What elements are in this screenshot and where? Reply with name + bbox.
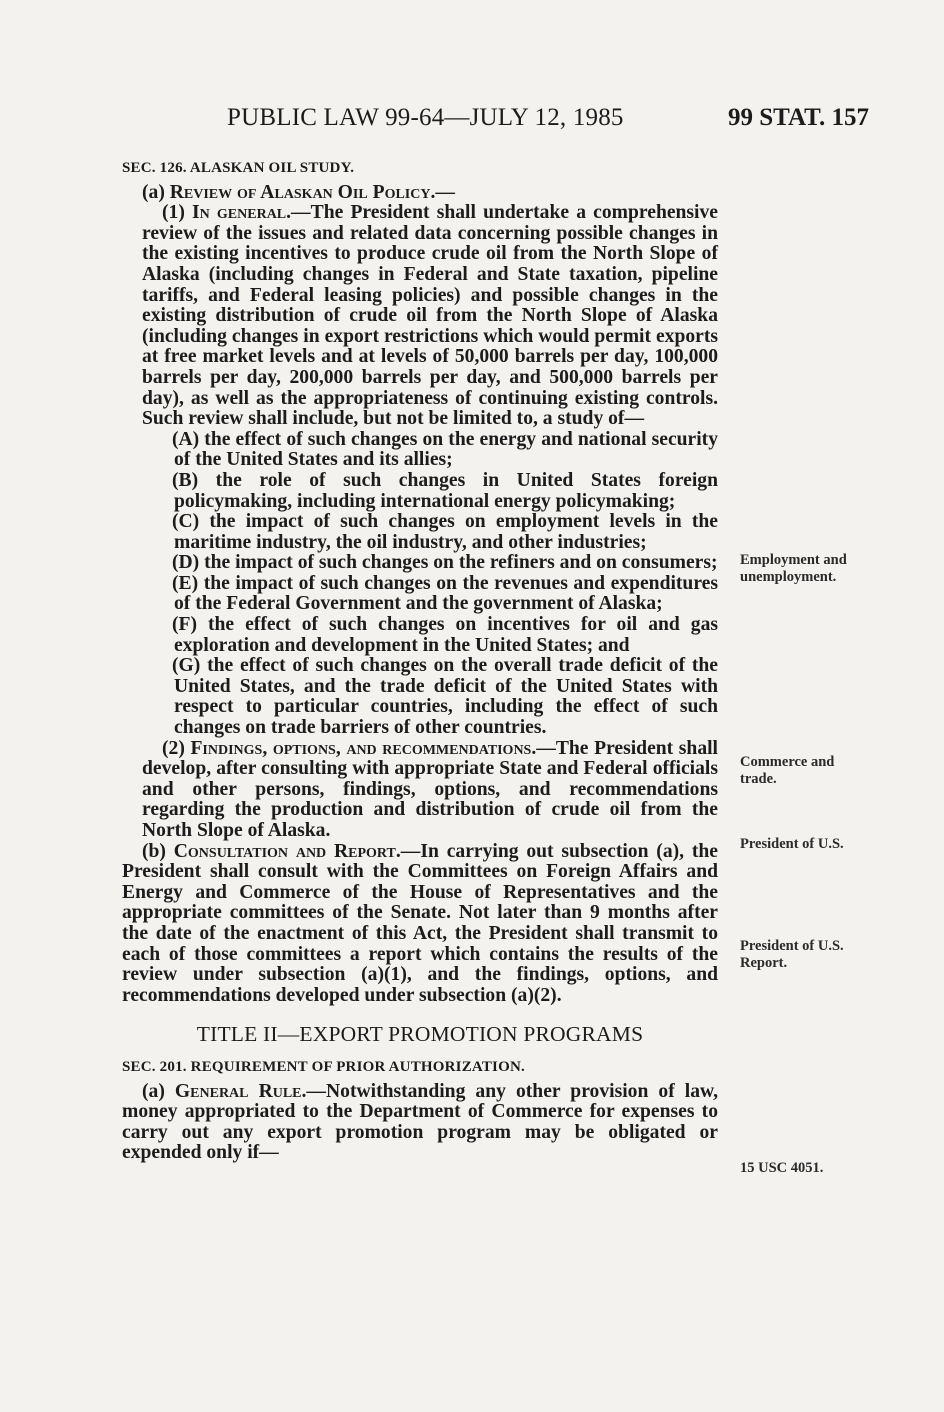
margin-note-usc: 15 USC 4051. <box>740 1160 824 1176</box>
item-E: (E) the impact of such changes on the revenues and expenditures of the Federal Government and the government of Alaska; <box>172 572 718 615</box>
margin-note-president-report: President of U.S. Report. <box>740 938 844 971</box>
margin-note-employment: Employment and unemployment. <box>740 552 847 585</box>
subsection-caption: Review of Alaskan Oil Policy. <box>169 181 436 203</box>
item-F: (F) the effect of such changes on incentives for oil and gas exploration and development in the United States; and <box>172 614 718 656</box>
caption-dash: — <box>435 181 455 203</box>
subsection-label: (a) <box>142 181 170 203</box>
paragraph-label: (2) <box>162 737 191 759</box>
paragraph-text: —The President shall undertake a comprehensive review of the issues and related data concerning possible changes in the existing incentives to produce crude oil from the North Slope of Alaska (including changes in Federal and State taxation, pipeline tariffs, and Federal leasing policies) and possible changes in the existing distribution of crude oil from the North Slope of Alaska (including changes in export restrictions which would permit exports at free market levels and at levels of 50,000 barrels per day, 100,000 barrels per day, 200,000 barrels per day, and 500,000 barrels per day), as well as the appropriateness of continuing existing controls. Such review shall include, but not be limited to, a study of— <box>142 202 718 430</box>
subsection-text: —In carrying out subsection (a), the President shall consult with the Committees on Foreign Affairs and Energy and Commerce of the House of Representatives and the appropriate committees of the Senate. Not later than 9 months after the date of the enactment of this Act, the President shall transmit to each of those committees a report which contains the results of the review under subsection (a)(1), and the findings, options, and recommendations developed under subsection (a)(2). <box>122 840 718 1006</box>
paragraph-126-a-1 <box>122 203 718 430</box>
section-201-heading: SEC. 201. REQUIREMENT OF PRIOR AUTHORIZATION. <box>122 1058 525 1075</box>
subsection-caption: Consultation and Report. <box>173 840 401 862</box>
item-B: (B) the role of such changes in United States foreign policymaking, including international energy policymaking; <box>172 469 718 512</box>
subsection-label: (a) <box>142 1080 175 1102</box>
item-C: (C) the impact of such changes on employment levels in the maritime industry, the oil industry, and other industries; <box>172 511 718 553</box>
paragraph-caption: In general. <box>192 202 292 224</box>
paragraph-126-a-2 <box>122 739 718 842</box>
margin-note-president: President of U.S. <box>740 836 844 852</box>
subsection-label: (b) <box>142 840 174 862</box>
title-ii-heading: TITLE II—EXPORT PROMOTION PROGRAMS <box>196 1022 644 1047</box>
subsection-text: —Notwithstanding any other provision of law, money appropriated to the Department of Commerce for expenses to carry out any export promotion program may be obligated or expended only if— <box>122 1080 718 1164</box>
subsection-126-b <box>122 842 718 1007</box>
subsection-126-a <box>122 183 718 204</box>
body-text <box>122 158 718 1164</box>
subsection-caption: General Rule. <box>174 1080 307 1102</box>
paragraph-label: (1) <box>162 202 193 224</box>
item-G: (G) the effect of such changes on the overall trade deficit of the United States, and the trade deficit of the United States with respect to particular countries, including the effect of such changes on trade barriers of other countries. <box>172 655 718 739</box>
page-stat-number: 99 STAT. 157 <box>728 104 869 131</box>
item-D: (D) the impact of such changes on the refiners and on consumers; <box>172 552 718 574</box>
paragraph-caption: Findings, options, and recommendations. <box>190 737 537 759</box>
paragraph-text: —The President shall develop, after consulting with appropriate State and Federal officials and other persons, findings, options, and recommendations regarding the production and distribution of crude oil from the North Slope of Alaska. <box>142 737 719 841</box>
section-126-heading: SEC. 126. ALASKAN OIL STUDY. <box>122 160 355 176</box>
subsection-201-a <box>122 1082 718 1164</box>
running-header-title: PUBLIC LAW 99-64—JULY 12, 1985 <box>227 104 624 131</box>
item-A: (A) the effect of such changes on the energy and national security of the United States and its allies; <box>172 428 718 471</box>
margin-note-commerce: Commerce and trade. <box>740 754 835 787</box>
